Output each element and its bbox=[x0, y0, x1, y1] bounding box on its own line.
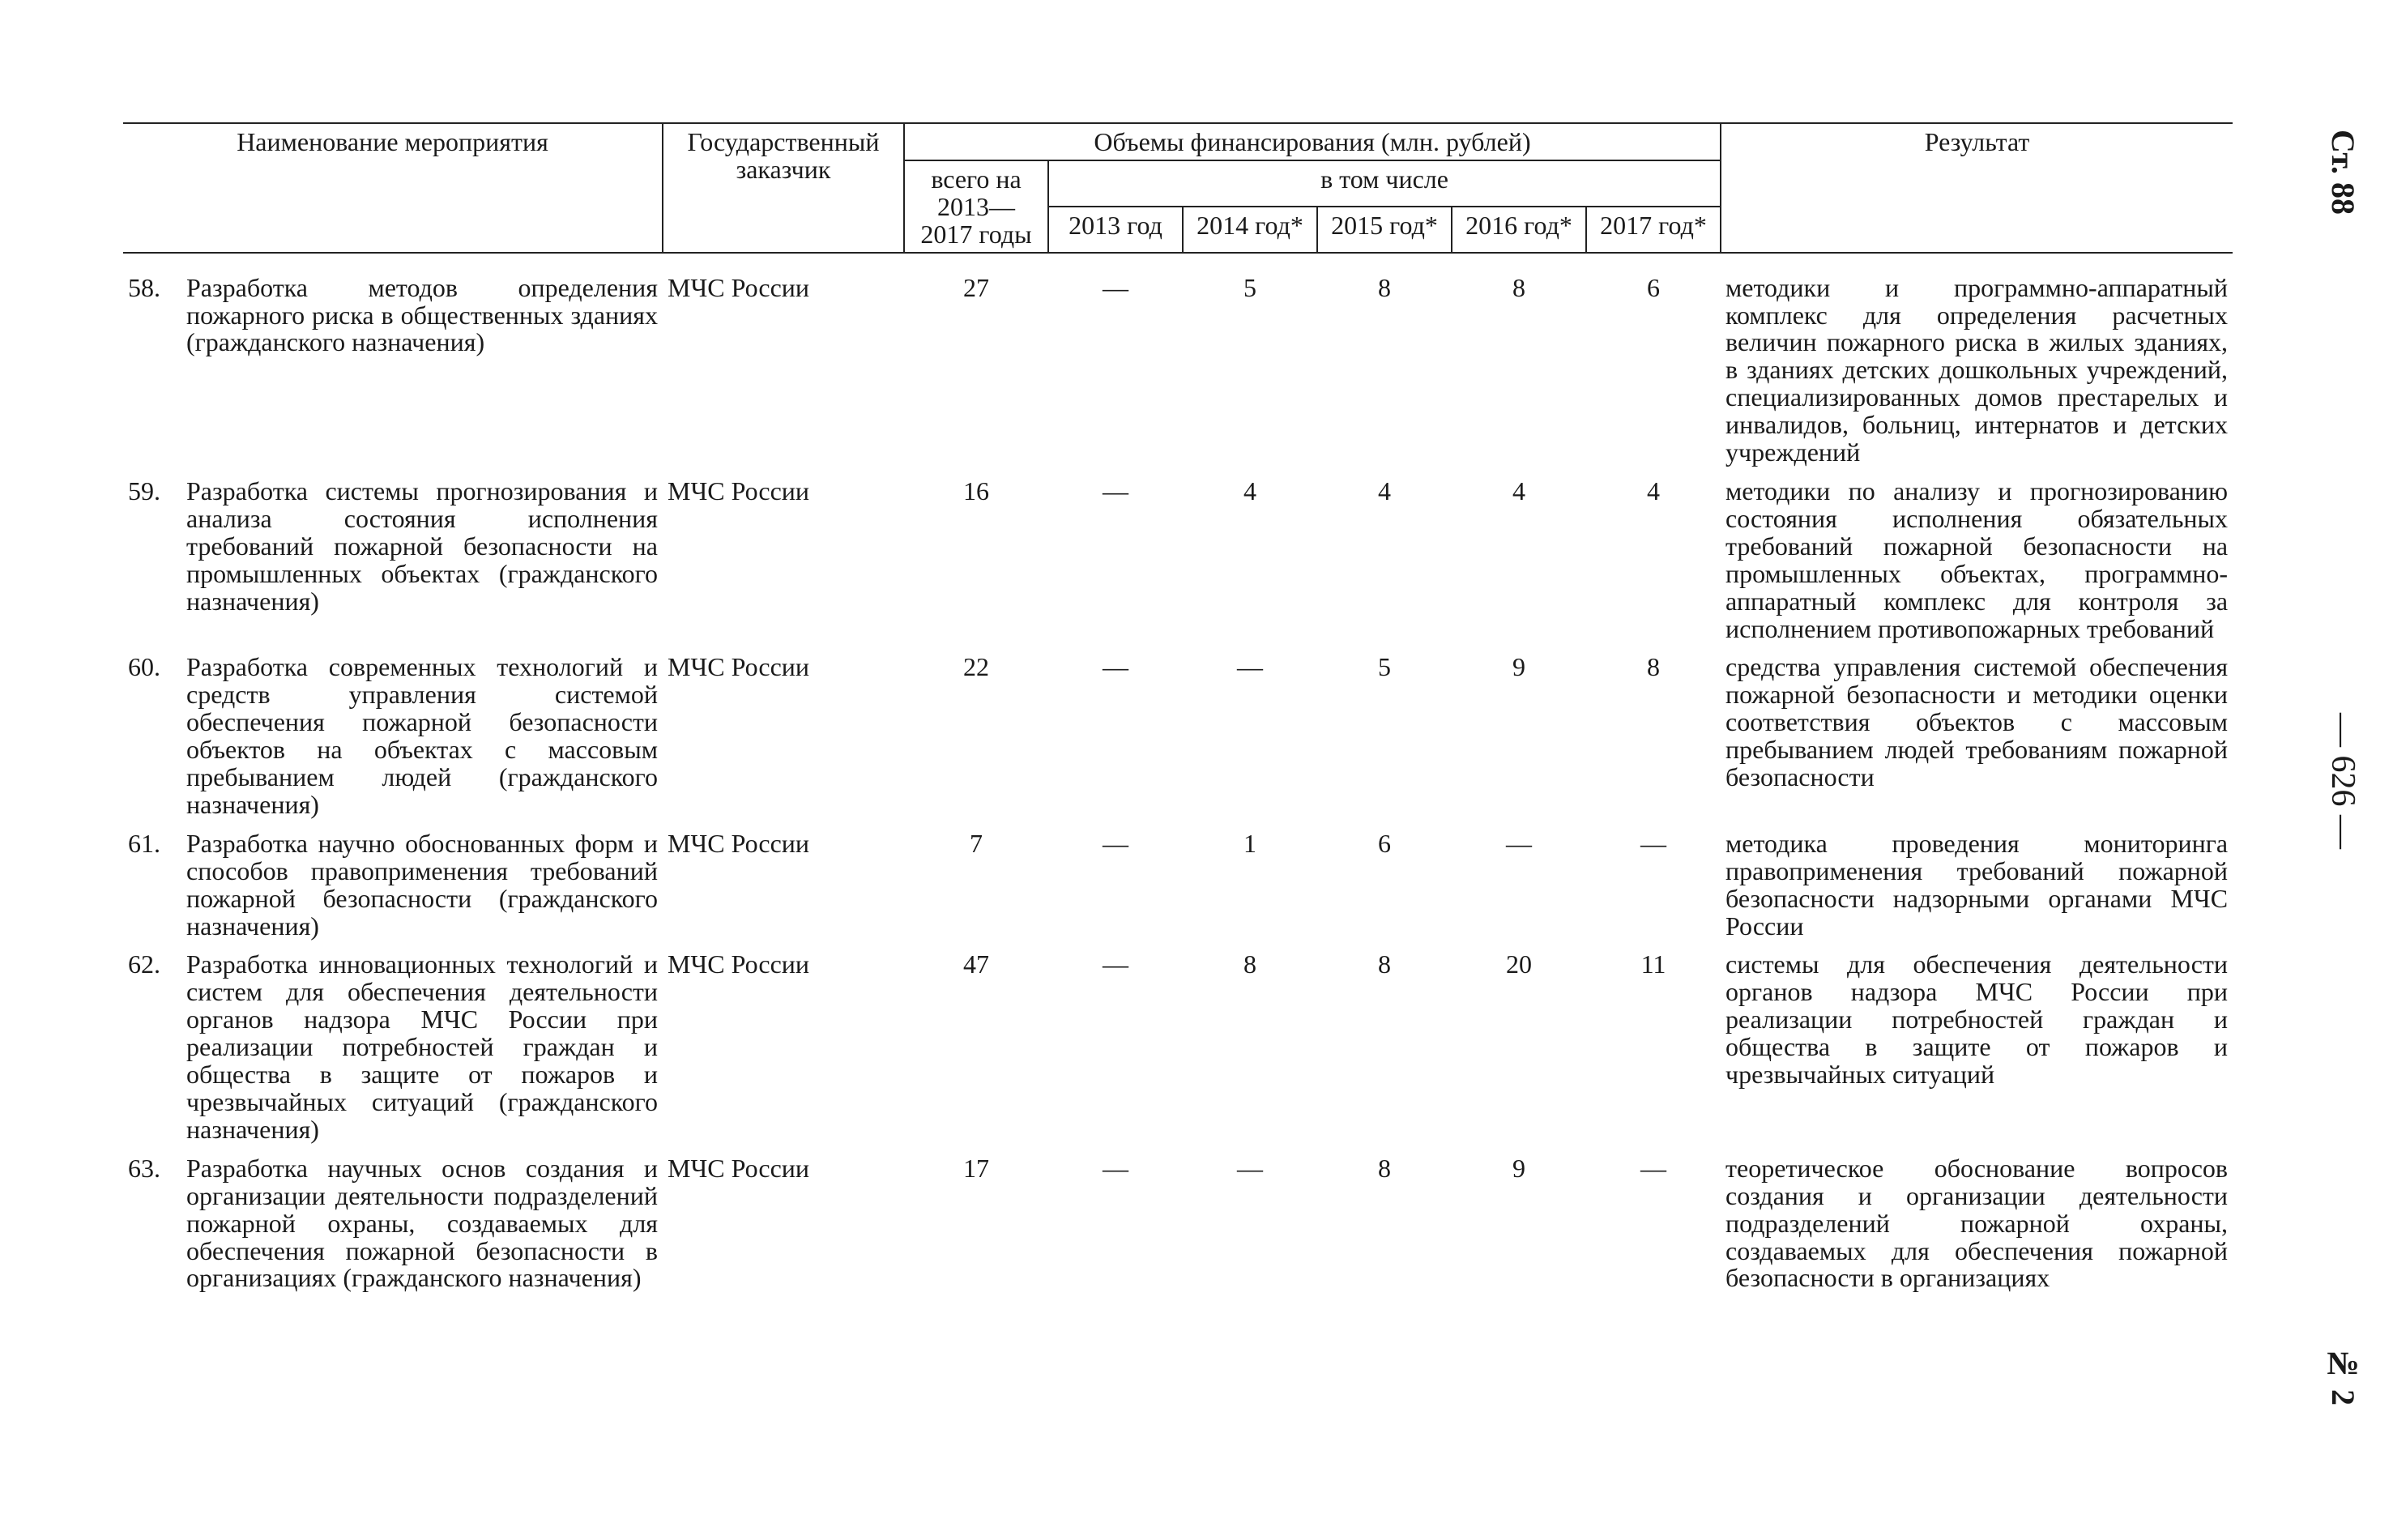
cell-y2016: 4 bbox=[1512, 476, 1525, 506]
table-row bbox=[123, 830, 2233, 952]
header-funding: Объемы финансирования (млн. рублей) bbox=[904, 123, 1721, 160]
cell-result: теоретическое обоснование вопросов создания и организации деятельности подразделений пожарной охраны, создаваемых для обеспечения пожарной безопасности в организациях bbox=[1725, 1153, 2229, 1293]
cell-y2017: 4 bbox=[1647, 476, 1661, 506]
cell-y2016: — bbox=[1506, 828, 1532, 858]
table-body bbox=[123, 253, 2233, 1304]
header-result: Результат bbox=[1721, 123, 2233, 253]
cell-y2013: — bbox=[1103, 1153, 1128, 1183]
row-number: 63. bbox=[128, 1153, 160, 1183]
header-customer: Государственный заказчик bbox=[663, 123, 904, 253]
cell-result: системы для обеспечения деятельности органов надзора МЧС России при реализации потребностей граждан и общества в защите от пожаров и чрезвычайных ситуаций bbox=[1725, 949, 2229, 1090]
row-name-text: Разработка системы прогнозирования и анализа состояния исполнения требований пожарной безопасности на промышленных объектах (гражданского назначения) bbox=[186, 476, 658, 616]
cell-total: 27 bbox=[963, 272, 989, 302]
cell-y2014: 5 bbox=[1243, 272, 1256, 302]
cell-y2013: — bbox=[1103, 652, 1128, 682]
cell-y2014: 1 bbox=[1243, 828, 1256, 858]
cell-y2016: 9 bbox=[1512, 652, 1525, 682]
cell-result: средства управления системой обеспечения пожарной безопасности и методики оценки соответствия объектов с массовым пребыванием людей требованиям пожарной безопасности bbox=[1725, 652, 2229, 792]
cell-customer: МЧС России bbox=[668, 949, 810, 979]
header-including: в том числе bbox=[1048, 160, 1721, 207]
row-name-text: Разработка научных основ создания и организации деятельности подразделений пожарной охраны, создаваемых для обеспечения пожарной безопасности в организациях (гражданского назначения) bbox=[186, 1153, 658, 1293]
table-row bbox=[123, 951, 2233, 1154]
row-name-text: Разработка инновационных технологий и систем для обеспечения деятельности органов надзора МЧС России при реализации потребностей граждан и общества в защите от пожаров и чрезвычайных ситуаций (гражданского назначения) bbox=[186, 949, 658, 1144]
row-number: 62. bbox=[128, 949, 160, 979]
header-name: Наименование мероприятия bbox=[123, 123, 663, 253]
row-name-text: Разработка методов определения пожарного риска в общественных зданиях (гражданского назначения) bbox=[186, 272, 658, 357]
cell-customer: МЧС России bbox=[668, 476, 810, 506]
cell-y2015: 6 bbox=[1378, 828, 1391, 858]
cell-name bbox=[123, 654, 663, 830]
table-row bbox=[123, 253, 2233, 478]
table-row bbox=[123, 478, 2233, 654]
cell-y2014: — bbox=[1237, 652, 1263, 682]
row-number: 60. bbox=[128, 652, 160, 682]
row-name-text: Разработка научно обоснованных форм и способов правоприменения требований пожарной безопасности (гражданского назначения) bbox=[186, 828, 658, 941]
cell-y2017: 6 bbox=[1647, 272, 1661, 302]
cell-customer: МЧС России bbox=[668, 652, 810, 682]
table-header bbox=[123, 123, 2233, 253]
cell-y2017: 8 bbox=[1647, 652, 1661, 682]
cell-y2014: 8 bbox=[1243, 949, 1256, 979]
cell-y2014: — bbox=[1237, 1153, 1263, 1183]
page-number-label: Ст. 88 bbox=[2325, 130, 2361, 215]
header-year-2014: 2014 год* bbox=[1183, 207, 1317, 253]
cell-y2016: 9 bbox=[1512, 1153, 1525, 1183]
cell-y2017: 11 bbox=[1640, 949, 1666, 979]
cell-result: методики и программно-аппаратный комплекс для определения расчетных величин пожарного риска в жилых зданиях, в зданиях детских дошкольных учреждений, специализированных домов престарелых и инвалидов, больниц, интернатов и детских учреждений bbox=[1725, 272, 2229, 467]
cell-y2017: — bbox=[1640, 828, 1667, 858]
cell-name bbox=[123, 478, 663, 654]
cell-total: 47 bbox=[963, 949, 989, 979]
row-number: 61. bbox=[128, 828, 160, 858]
funding-table bbox=[123, 122, 2233, 1303]
row-name-text: Разработка современных технологий и средств управления системой обеспечения пожарной безопасности объектов на объектах с массовым пребыванием людей (гражданского назначения) bbox=[186, 652, 658, 819]
cell-name bbox=[123, 1155, 663, 1304]
cell-customer: МЧС России bbox=[668, 272, 810, 302]
cell-result: методики по анализу и прогнозированию состояния исполнения обязательных требований пожарной безопасности на промышленных объектах, программно-аппаратный комплекс для контроля за исполнением противопожарных требований bbox=[1725, 476, 2229, 643]
cell-y2015: 8 bbox=[1378, 272, 1391, 302]
cell-y2013: — bbox=[1103, 828, 1128, 858]
cell-total: 22 bbox=[963, 652, 989, 682]
cell-y2013: — bbox=[1103, 476, 1128, 506]
cell-y2015: 4 bbox=[1378, 476, 1391, 506]
header-year-2015: 2015 год* bbox=[1317, 207, 1452, 253]
header-total: всего на 2013— 2017 годы bbox=[904, 160, 1048, 253]
header-year-2017: 2017 год* bbox=[1586, 207, 1721, 253]
cell-y2013: — bbox=[1103, 949, 1128, 979]
cell-name bbox=[123, 830, 663, 952]
cell-y2015: 8 bbox=[1378, 1153, 1391, 1183]
cell-total: 17 bbox=[963, 1153, 989, 1183]
cell-y2015: 8 bbox=[1378, 949, 1391, 979]
cell-customer: МЧС России bbox=[668, 828, 810, 858]
cell-y2016: 8 bbox=[1512, 272, 1525, 302]
cell-y2013: — bbox=[1103, 272, 1128, 302]
cell-y2016: 20 bbox=[1506, 949, 1532, 979]
row-number: 59. bbox=[128, 476, 160, 506]
cell-name bbox=[123, 253, 663, 478]
row-number: 58. bbox=[128, 272, 160, 302]
cell-y2014: 4 bbox=[1243, 476, 1256, 506]
cell-y2015: 5 bbox=[1378, 652, 1391, 682]
cell-result: методика проведения мониторинга правоприменения требований пожарной безопасности надзорными органами МЧС России bbox=[1725, 828, 2229, 941]
cell-total: 7 bbox=[970, 828, 983, 858]
cell-name bbox=[123, 951, 663, 1154]
table-row bbox=[123, 1155, 2233, 1304]
issue-number-label: № 2 bbox=[2325, 1345, 2361, 1406]
cell-y2017: — bbox=[1640, 1153, 1667, 1183]
cell-total: 16 bbox=[963, 476, 989, 506]
header-year-2016: 2016 год* bbox=[1452, 207, 1586, 253]
table-row bbox=[123, 654, 2233, 830]
header-year-2013: 2013 год bbox=[1048, 207, 1183, 253]
cell-customer: МЧС России bbox=[668, 1153, 810, 1183]
page-number-middle: — 626 — bbox=[2324, 713, 2361, 849]
